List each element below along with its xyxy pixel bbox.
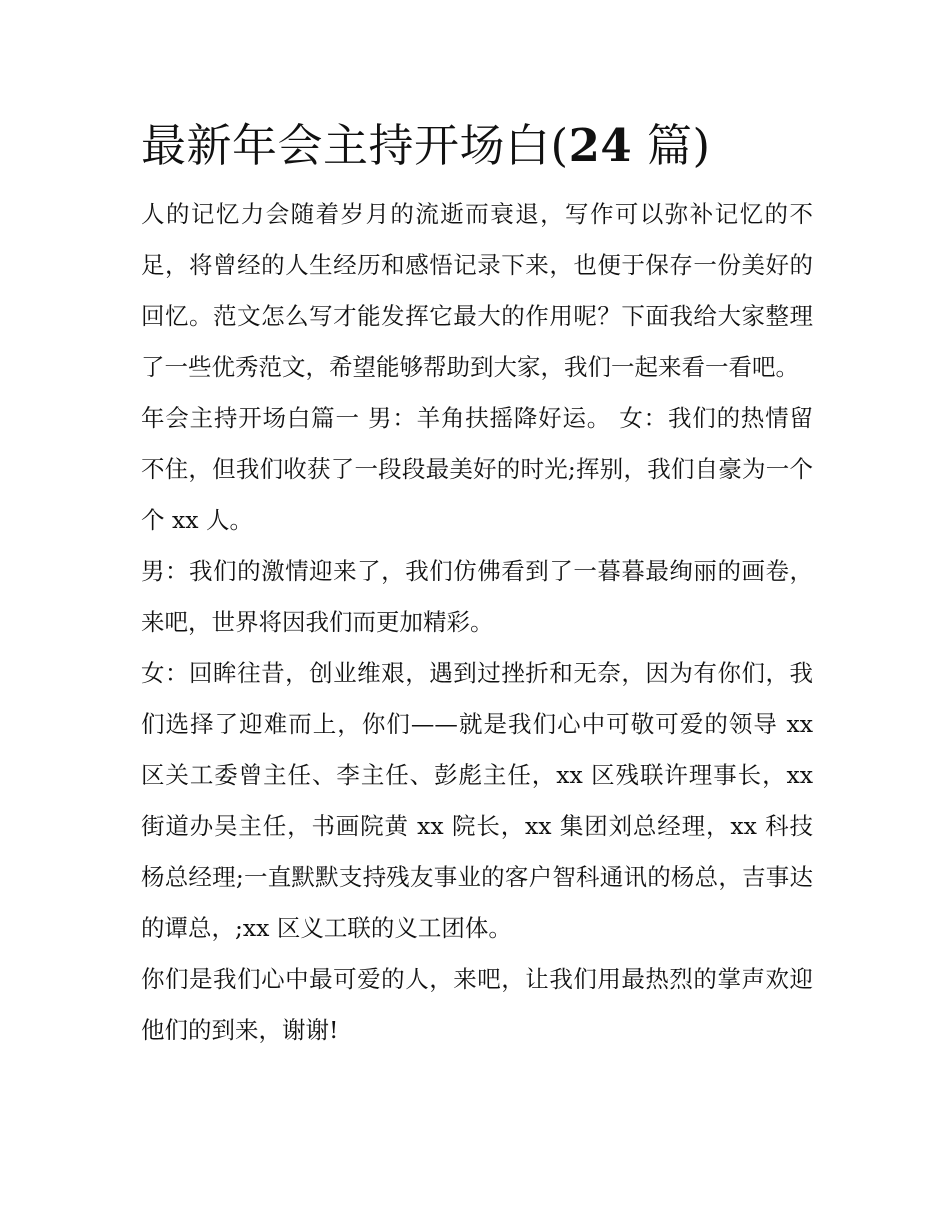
- body-paragraph: 男：我们的激情迎来了，我们仿佛看到了一暮暮最绚丽的画卷，来吧，世界将因我们而更加精彩。: [141, 557, 813, 636]
- body-paragraph: 你们是我们心中最可爱的人，来吧，让我们用最热烈的掌声欢迎他们的到来，谢谢!: [141, 965, 813, 1044]
- title-suffix: 篇): [632, 119, 711, 172]
- title-prefix: 最新年会主持开场白(: [141, 119, 569, 172]
- intro-paragraph: 人的记忆力会随着岁月的流逝而衰退，写作可以弥补记忆的不足，将曾经的人生经历和感悟记录下来，也便于保存一份美好的回忆。范文怎么写才能发挥它最大的作用呢？下面我给大家整理了一些优秀范文，希望能够帮助到大家，我们一起来看一看吧。: [141, 200, 813, 381]
- body-paragraph: 年会主持开场白篇一 男：羊角扶摇降好运。 女：我们的热情留不住，但我们收获了一段段最美好的时光;挥别，我们自豪为一个个 xx 人。: [141, 404, 813, 534]
- document-page: [141, 113, 813, 1056]
- title-count: 24: [568, 119, 633, 172]
- body-paragraph: 女：回眸往昔，创业维艰，遇到过挫折和无奈，因为有你们，我们选择了迎难而上，你们——就是我们心中可敬可爱的领导 xx 区关工委曾主任、李主任、彭彪主任，xx 区残联许理事长，xx 街道办吴主任，书画院黄 xx 院长，xx 集团刘总经理，xx 科技杨总经理;一直默默支持残友事业的客户智科通讯的杨总，吉事达的谭总，;xx 区义工联的义工团体。: [141, 659, 813, 942]
- page-title: [141, 113, 813, 179]
